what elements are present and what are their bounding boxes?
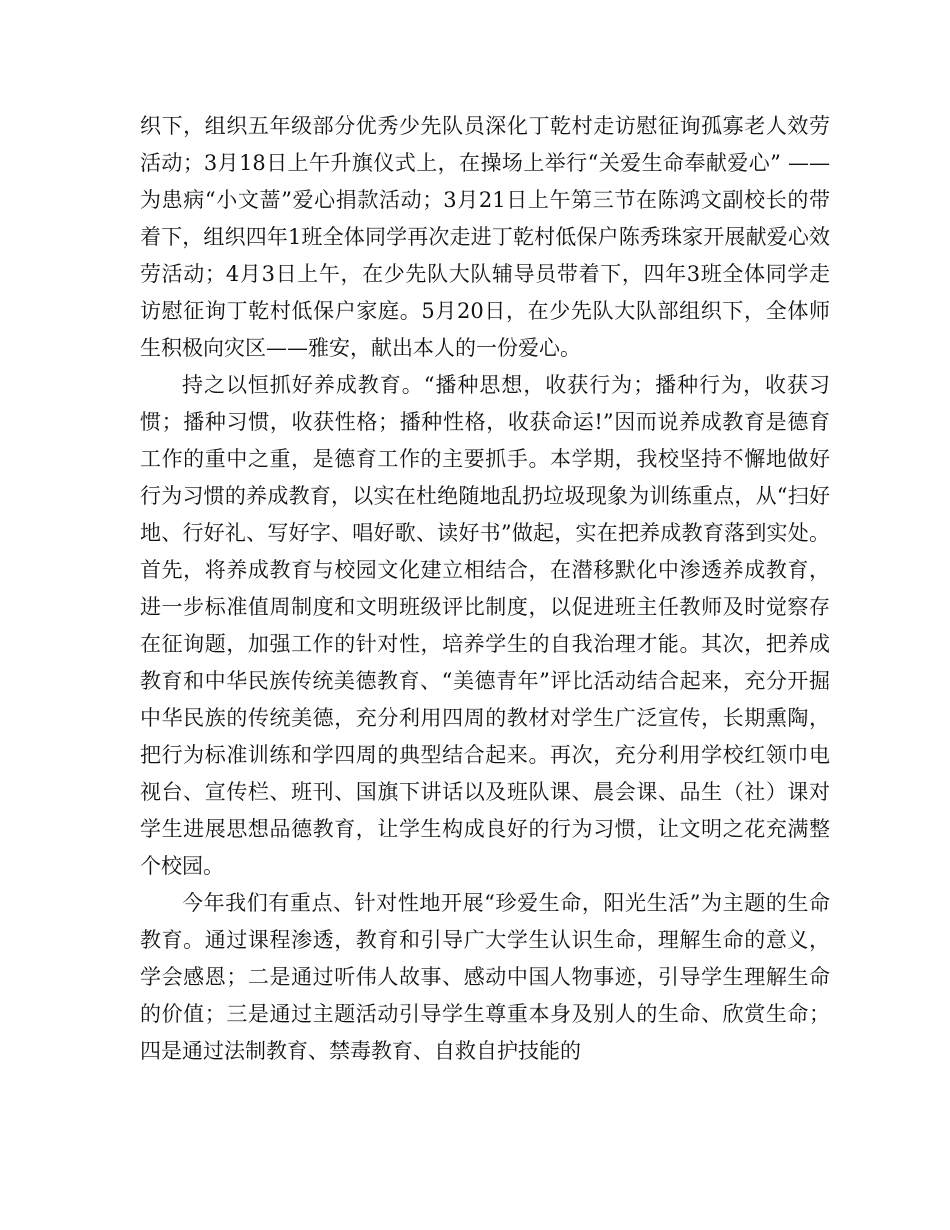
paragraph-habit-education: 持之以恒抓好养成教育。“播种思想，收获行为；播种行为，收获习惯；播种习惯，收获性格；播种性格，收获命运!”因而说养成教育是德育工作的重中之重，是德育工作的主要抓手。本学期，我校坚持不懈地做好行为习惯的养成教育，以实在杜绝随地乱扔垃圾现象为训练重点，从“扫好地、行好礼、写好字、唱好歌、读好书”做起，实在把养成教育落到实处。首先，将养成教育与校园文化建立相结合，在潜移默化中渗透养成教育，进一步标准值周制度和文明班级评比制度，以促进班主任教师及时觉察存在征询题，加强工作的针对性，培养学生的自我治理才能。其次，把养成教育和中华民族传统美德教育、“美德青年”评比活动结合起来，充分开掘中华民族的传统美德，充分利用四周的教材对学生广泛宣传，长期熏陶，把行为标准训练和学四周的典型结合起来。再次，充分利用学校红领巾电视台、宣传栏、班刊、国旗下讲话以及班队课、晨会课、品生（社）课对学生进展思想品德教育，让学生构成良好的行为习惯，让文明之花充满整个校园。 bbox=[140, 373, 830, 878]
document-body bbox=[140, 108, 830, 1070]
paragraph-life-education: 今年我们有重点、针对性地开展“珍爱生命，阳光生活”为主题的生命教育。通过课程渗透，教育和引导广大学生认识生命，理解生命的意义，学会感恩；二是通过听伟人故事、感动中国人物事迹，引导学生理解生命的价值；三是通过主题活动引导学生尊重本身及别人的生命、欣赏生命；四是通过法制教育、禁毒教育、自救自护技能的 bbox=[140, 891, 830, 1063]
paragraph-volunteer-activities: 织下，组织五年级部分优秀少先队员深化丁乾村走访慰征询孤寡老人效劳活动；3月18日上午升旗仪式上，在操场上举行“关爱生命奉献爱心” ——为患病“小文蔷”爱心捐款活动；3月21日上午第三节在陈鸿文副校长的带着下，组织四年1班全体同学再次走进丁乾村低保户陈秀珠家开展献爱心效劳活动；4月3日上午，在少先队大队辅导员带着下，四年3班全体同学走访慰征询丁乾村低保户家庭。5月20日，在少先队大队部组织下，全体师生积极向灾区——雅安，献出本人的一份爱心。 bbox=[140, 114, 830, 360]
